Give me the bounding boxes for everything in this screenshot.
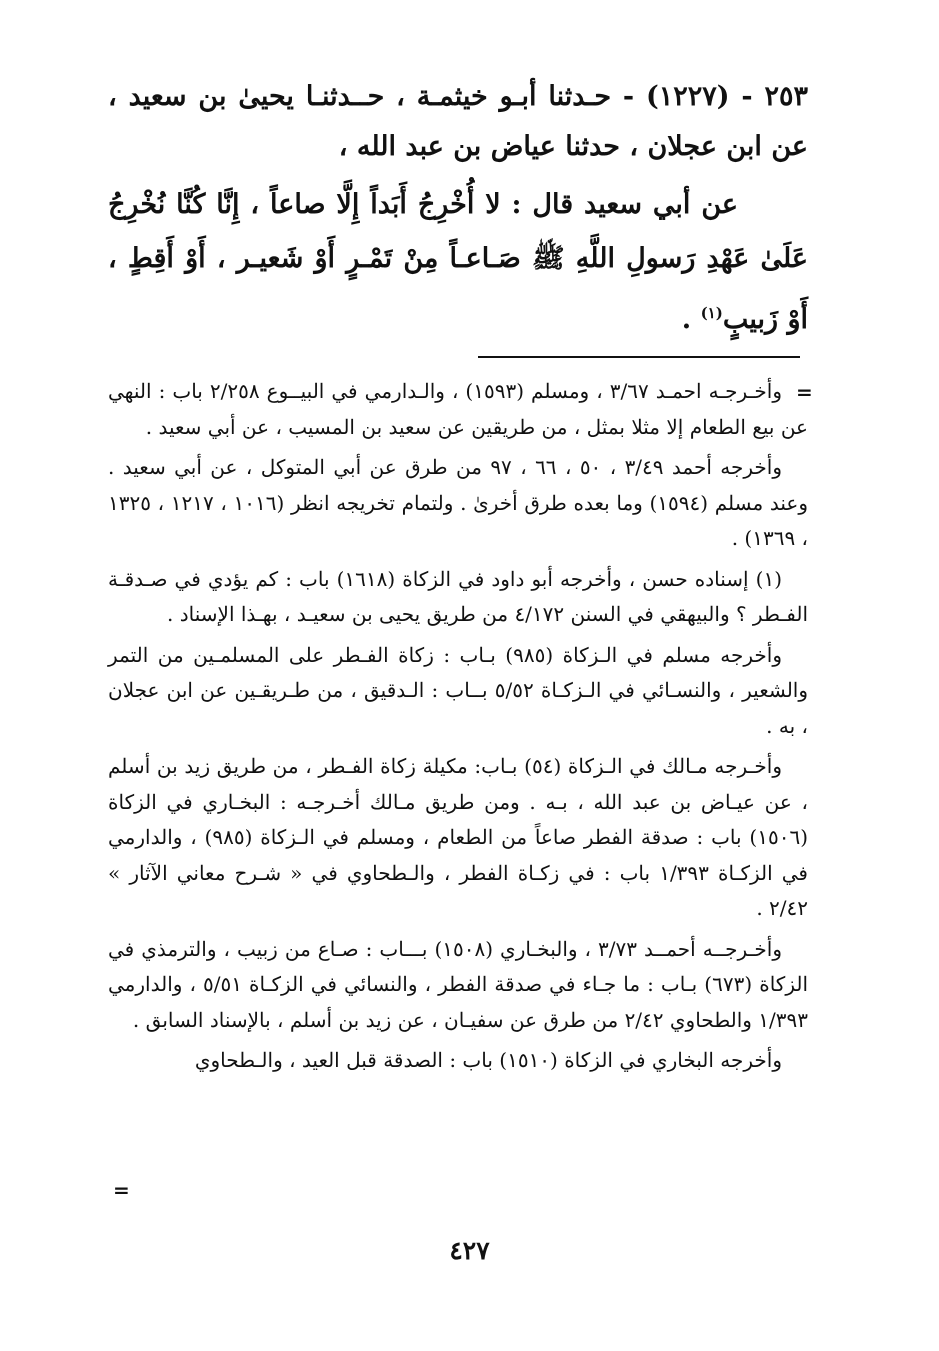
continuation-mark-bottom: = — [113, 1178, 130, 1202]
footnote-divider — [478, 356, 800, 358]
hadith-chain: حـدثنا أبـو خيثمـة ، حــدثنـا يحيىٰ بن سعيد ، عن ابن عجلان ، حدثنا عياض بن عبد الله ، — [108, 81, 808, 162]
hadith-matn — [108, 178, 808, 347]
footnote-paragraph: وأخرجه مسلم في الـزكاة (٩٨٥) بـاب : زكاة الفـطر على المسلمـين من التمر والشعير ، والنسـائي في الـزكـاة ٥/٥٢ بــاب : الـدقيق ، من طـريقـين عن ابن عجلان ، به . — [108, 642, 808, 738]
footnote-paragraph: وأخـرجه مـالك في الـزكاة (٥٤) بـاب: مكيلة زكاة الفـطر ، من طريق زيد بن أسلم ، عن عيـاض بن عبد الله ، بـه . ومن طريق مـالك أخـرجـه : البخـاري في الزكاة (١٥٠٦) باب : صدقة الفطر صاعاً من الطعام ، ومسلم في الـزكاة (٩٨٥) ، والدارمي في الزكـاة ١/٣٩٣ باب : في زكـاة الفطر ، والـطحاوي في « شـرح معاني الآثار » ٢/٤٢ . — [108, 754, 808, 920]
footnote-paragraph: وأخـرجــه أحمــد ٣/٧٣ ، والبخـاري (١٥٠٨) بـــاب : صـاع من زبيب ، والترمذي في الزكاة (٦٧٣) بـاب : ما جـاء في صدقة الفطر ، والنسائي في الزكـاة ٥/٥١ ، والدارمي ١/٣٩٣ والطحاوي ٢/٤٢ من طرق عن سفيـان ، عن زيد بن أسلم ، بالإسناد السابق . — [108, 936, 808, 1032]
hadith-isnad — [108, 72, 808, 172]
hadith-text: عن أبي سعيد قال : لا أُخْرِجُ أَبَداً إِلَّا صاعاً ، إِنَّا كُنَّا نُخْرِجُ عَلَىٰ عَهْدِ رَسولِ اللَّهِ ﷺ صَـاعـاً مِنْ تَمْـرٍ أَوْ شَعيـر ، أَوْ أَقِطٍ ، أَوْ زَبيبٍ — [108, 189, 808, 335]
hadith-end: . — [681, 304, 701, 335]
footnotes — [108, 374, 808, 1084]
footnote-paragraph: وأخرجه أحمد ٣/٤٩ ، ٥٠ ، ٦٦ ، ٩٧ من طرق عن أبي المتوكل ، عن أبي سعيد . وعند مسلم (١٥٩٤) وما بعده طرق أخرىٰ . ولتمام تخريجه انظر (١٠١٦ ، ١٢١٧ ، ١٣٢٥ ، ١٣٦٩) . — [108, 455, 809, 550]
footnote-paragraph: وأخـرجـه احمـد ٣/٦٧ ، ومسلم (١٥٩٣) ، والـدارمي في البيــوع ٢/٢٥٨ باب : النهي عن بيع الطعام إلا مثلا بمثل ، من طريقين عن سعيد بن المسيب ، عن أبي سعيد . — [108, 379, 808, 439]
page-number: ٤٢٧ — [449, 1236, 490, 1265]
hadith-block — [108, 72, 808, 347]
footnote-paragraph: وأخرجه البخاري في الزكاة (١٥١٠) باب : الصدقة قبل العيد ، والـطحاوي — [194, 1048, 782, 1072]
continuation-mark-top: = — [796, 380, 813, 404]
footnote-reference: (١) — [700, 304, 723, 322]
hadith-number: ٢٥٣ - (١٢٢٧) - — [622, 81, 808, 112]
footnote-paragraph: (١) إسناده حسن ، وأخرجه أبو داود في الزكاة (١٦١٨) باب : كم يؤدي في صـدقـة الفـطر ؟ والبيهقي في السنن ٤/١٧٢ من طريق يحيى بن سعيـد ، بهـذا الإسناد . — [108, 566, 808, 626]
